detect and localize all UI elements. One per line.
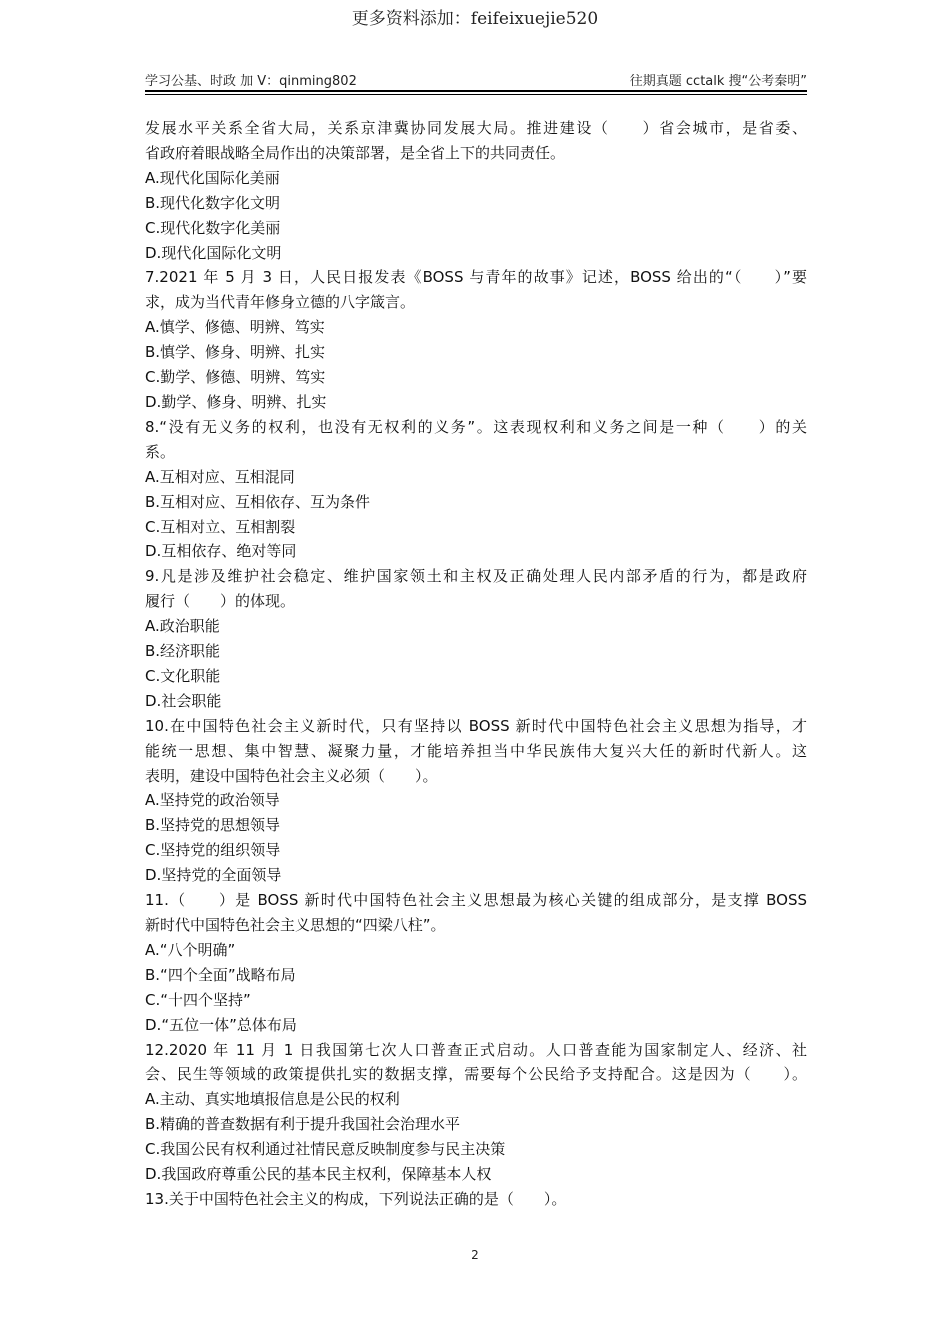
watermark-text: 更多资料添加：feifeixuejie520	[351, 9, 599, 29]
question-6-continuation	[145, 116, 807, 265]
question-12	[145, 1038, 807, 1187]
option-b: B.现代化数字化文明	[145, 193, 281, 212]
option-b: B.坚持党的思想领导	[145, 816, 281, 835]
question-stem-line: 8.“没有无义务的权利，也没有无权利的义务”。这表现权利和义务之间是一种（ ）的关	[145, 417, 807, 436]
option-d: D.互相依存、绝对等同	[145, 542, 297, 561]
option-a: A.现代化国际化美丽	[145, 168, 280, 187]
option-c: C.坚持党的组织领导	[145, 841, 281, 860]
question-stem-line: 7.2021 年 5 月 3 日，人民日报发表《BOSS 与青年的故事》记述，BOSS 给出的“（ ）”要	[145, 268, 807, 287]
option-d: D.我国政府尊重公民的基本民主权利，保障基本人权	[145, 1165, 492, 1184]
question-stem-line: 表明，建设中国特色社会主义必须（ ）。	[145, 766, 438, 785]
question-stem-line: 10.在中国特色社会主义新时代，只有坚持以 BOSS 新时代中国特色社会主义思想为指导，才	[145, 716, 807, 735]
option-b: B.慎学、修身、明辨、扎实	[145, 343, 326, 362]
option-d: D.勤学、修身、明辨、扎实	[145, 392, 327, 411]
question-stem-line: 13.关于中国特色社会主义的构成，下列说法正确的是（ ）。	[145, 1189, 567, 1208]
question-stem-line: 发展水平关系全省大局，关系京津冀协同发展大局。推进建设（ ）省会城市，是省委、	[145, 119, 807, 137]
option-c: C.互相对立、互相割裂	[145, 517, 296, 536]
question-stem-line: 9.凡是涉及维护社会稳定、维护国家领土和主权及正确处理人民内部矛盾的行为，都是政府	[145, 567, 807, 586]
question-stem-line: 省政府着眼战略全局作出的决策部署，是全省上下的共同责任。	[145, 143, 566, 162]
option-c: C.我国公民有权利通过社情民意反映制度参与民主决策	[145, 1140, 506, 1159]
question-stem-line: 11.（ ）是 BOSS 新时代中国特色社会主义思想最为核心关键的组成部分，是支撑 BOSS	[145, 891, 807, 910]
question-10	[145, 714, 807, 888]
question-stem-line: 求，成为当代青年修身立德的八字箴言。	[145, 293, 416, 312]
option-c: C.现代化数字化美丽	[145, 218, 281, 237]
option-a: A.“八个明确”	[145, 940, 236, 959]
header-rule-thick	[145, 90, 807, 92]
option-b: B.“四个全面”战略布局	[145, 965, 296, 984]
option-a: A.政治职能	[145, 617, 220, 636]
question-stem-line: 履行（ ）的体现。	[145, 592, 296, 611]
question-11	[145, 888, 807, 1037]
question-7	[145, 265, 807, 414]
option-b: B.互相对应、互相依存、互为条件	[145, 492, 371, 511]
question-13	[145, 1187, 807, 1212]
option-a: A.坚持党的政治领导	[145, 791, 280, 810]
option-c: C.勤学、修德、明辨、笃实	[145, 368, 326, 387]
page-number: 2	[471, 1248, 479, 1262]
question-stem-line: 新时代中国特色社会主义思想的“四梁八柱”。	[145, 916, 446, 934]
header-right-text: 往期真题 cctalk 搜“公考秦明”	[629, 74, 807, 89]
option-c: C.文化职能	[145, 666, 221, 685]
question-stem-line: 系。	[145, 442, 176, 461]
option-d: D.“五位一体”总体布局	[145, 1015, 297, 1034]
option-d: D.现代化国际化文明	[145, 243, 282, 262]
question-content	[145, 116, 807, 1212]
option-b: B.经济职能	[145, 642, 221, 661]
option-d: D.社会职能	[145, 691, 222, 710]
question-stem-line: 能统一思想、集中智慧、凝聚力量，才能培养担当中华民族伟大复兴大任的新时代新人。这	[145, 741, 807, 760]
header-left-text: 学习公基、时政 加 V：qinming802	[145, 74, 357, 89]
question-8	[145, 415, 807, 564]
option-b: B.精确的普查数据有利于提升我国社会治理水平	[145, 1115, 461, 1134]
option-a: A.互相对应、互相混同	[145, 467, 295, 486]
option-a: A.主动、真实地填报信息是公民的权利	[145, 1090, 400, 1109]
question-stem-line: 12.2020 年 11 月 1 日我国第七次人口普查正式启动。人口普查能为国家制定人、经济、社	[145, 1040, 807, 1059]
option-c: C.“十四个坚持”	[145, 990, 251, 1009]
option-d: D.坚持党的全面领导	[145, 866, 282, 885]
header-rule-thin	[145, 94, 807, 95]
option-a: A.慎学、修德、明辨、笃实	[145, 318, 325, 337]
question-9	[145, 564, 807, 713]
question-stem-line: 会、民生等领域的政策提供扎实的数据支撑，需要每个公民给予支持配合。这是因为（ ）。	[145, 1065, 807, 1084]
